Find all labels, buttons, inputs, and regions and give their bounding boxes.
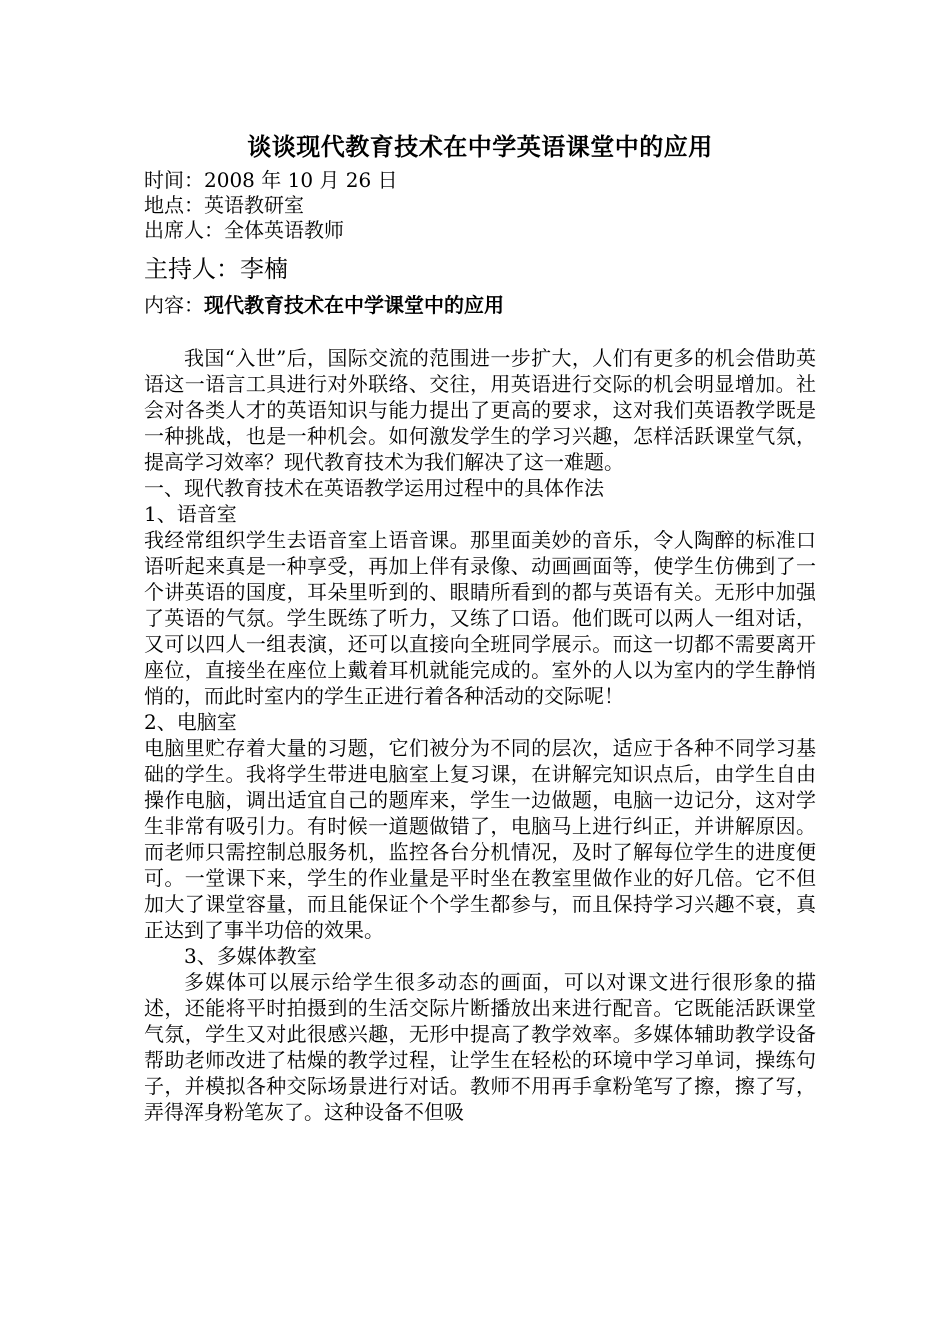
language-lab-paragraph: 我经常组织学生去语音室上语音课。那里面美妙的音乐，令人陶醉的标准口语听起来真是一种享受，再加上伴有录像、动画画面等，使学生仿佛到了一个讲英语的国度，耳朵里听到的、眼睛所看到的都与英语有关。无形中加强了英语的气氛。学生既练了听力，又练了口语。他们既可以两人一组对话，又可以四人一组表演，还可以直接向全班同学展示。而这一切都不需要离开座位，直接坐在座位上戴着耳机就能完成的。室外的人以为室内的学生静悄悄的，而此时室内的学生正进行着各种活动的交际呢！	[144, 528, 816, 708]
subsection-heading-language-lab: 1、语音室	[144, 502, 237, 526]
content-label: 内容：	[144, 293, 204, 317]
section-heading-1: 一、现代教育技术在英语教学运用过程中的具体作法	[144, 476, 604, 500]
subsection-heading-computer-lab: 2、电脑室	[144, 710, 237, 734]
content-value: 现代教育技术在中学课堂中的应用	[204, 293, 504, 317]
multimedia-room-paragraph: 多媒体可以展示给学生很多动态的画面，可以对课文进行很形象的描述，还能将平时拍摄到的生活交际片断播放出来进行配音。它既能活跃课堂气氛，学生又对此很感兴趣，无形中提高了教学效率。多媒体辅助教学设备帮助老师改进了枯燥的教学过程，让学生在轻松的环境中学习单词，操练句子，并模拟各种交际场景进行对话。教师不用再手拿粉笔写了擦，擦了写，弄得浑身粉笔灰了。这种设备不但吸	[144, 970, 816, 1124]
subsection-heading-multimedia-room: 3、多媒体教室	[184, 944, 317, 968]
intro-paragraph: 我国“入世”后，国际交流的范围进一步扩大，人们有更多的机会借助英语这一语言工具进行对外联络、交往，用英语进行交际的机会明显增加。社会对各类人才的英语知识与能力提出了更高的要求，这对我们英语教学既是一种挑战，也是一种机会。如何激发学生的学习兴趣，怎样活跃课堂气氛，提高学习效率？现代教育技术为我们解决了这一难题。	[144, 346, 816, 474]
meeting-time: 时间：2008 年 10 月 26 日	[144, 168, 398, 192]
document-page	[144, 130, 816, 1125]
meeting-content	[144, 291, 816, 319]
meeting-place: 地点：英语教研室	[144, 193, 304, 217]
meeting-host: 主持人：李楠	[144, 255, 288, 283]
computer-lab-paragraph: 电脑里贮存着大量的习题，它们被分为不同的层次，适应于各种不同学习基础的学生。我将学生带进电脑室上复习课，在讲解完知识点后，由学生自由操作电脑，调出适宜自己的题库来，学生一边做题，电脑一边记分，这对学生非常有吸引力。有时候一道题做错了，电脑马上进行纠正，并讲解原因。而老师只需控制总服务机，监控各台分机情况，及时了解每位学生的进度便可。一堂课下来，学生的作业量是平时坐在教室里做作业的好几倍。它不但加大了课堂容量，而且能保证个个学生都参与，而且保持学习兴趣不衰，真正达到了事半功倍的效果。	[144, 736, 816, 942]
document-title: 谈谈现代教育技术在中学英语课堂中的应用	[247, 132, 713, 161]
meeting-attendees: 出席人：全体英语教师	[144, 218, 344, 242]
